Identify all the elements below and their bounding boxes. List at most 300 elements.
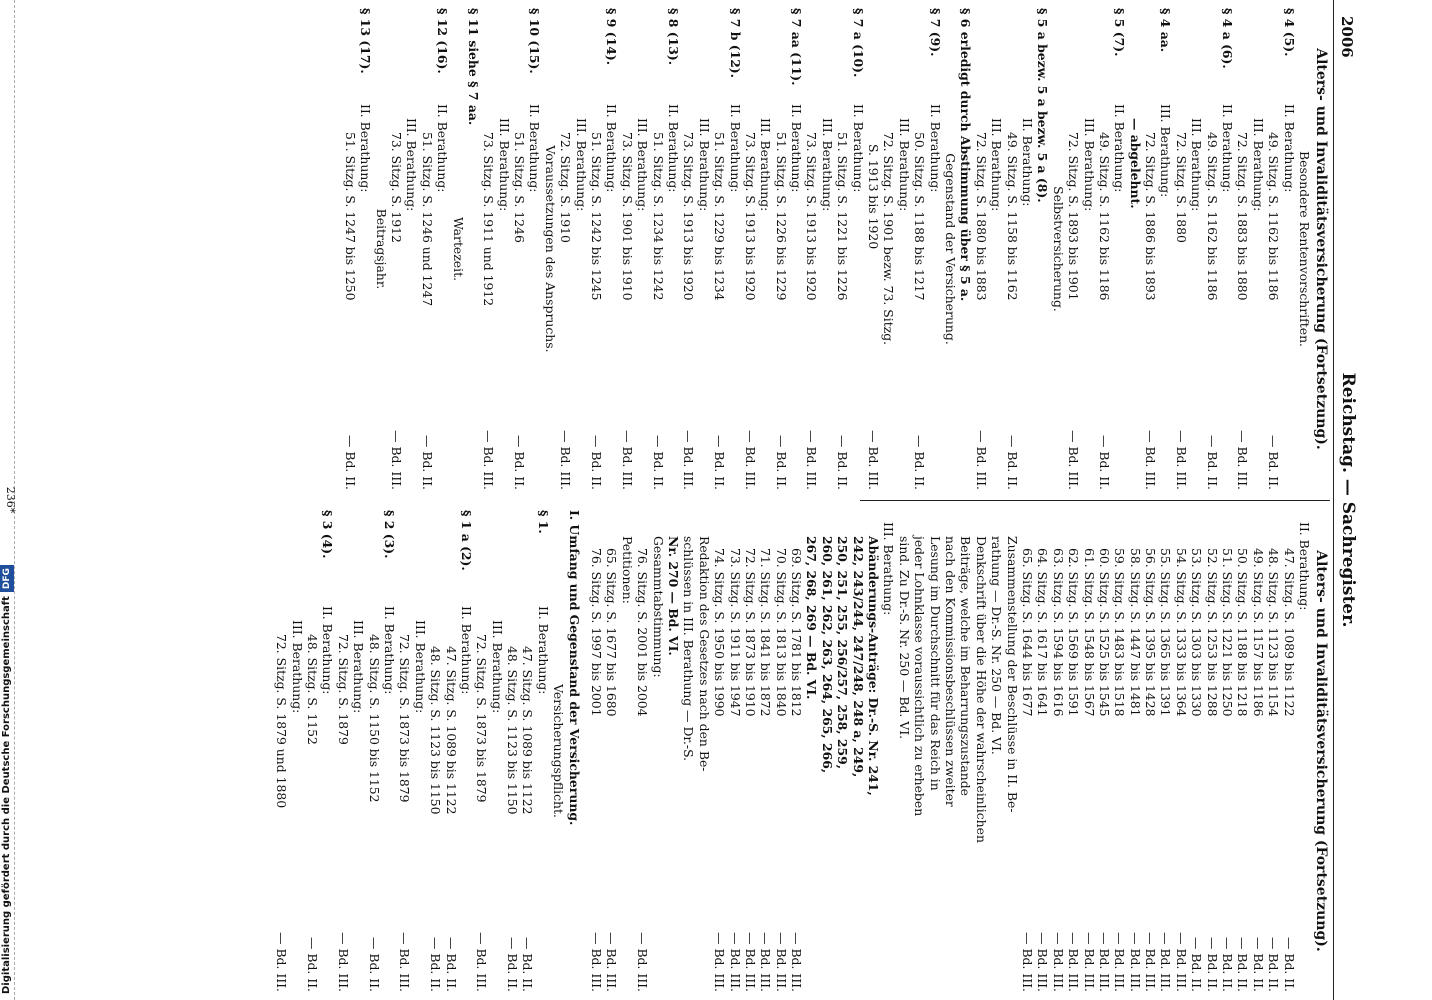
reading-label: II. Berathung: [789, 104, 805, 193]
volume-reference: — Bd. III. [1173, 430, 1189, 490]
index-line [696, 510, 711, 992]
entry-text: 72. Sitzg. S. 1879 [335, 634, 351, 745]
volume-reference: — Bd. II. [1250, 937, 1266, 992]
volume-reference: — Bd. II. [1204, 435, 1220, 490]
index-line [443, 510, 458, 992]
index-line [1035, 8, 1050, 490]
volume-reference: — Bd. III. [274, 932, 290, 992]
reading-label: II. Berathung: [665, 104, 681, 193]
index-line [1112, 8, 1127, 490]
entry-text: 47. Sitzg. S. 1089 bis 1122 [520, 646, 536, 815]
index-line [619, 8, 634, 490]
entry-text: Alters- und Invaliditätsversicherung (Fortsetzung). [1313, 48, 1329, 450]
index-line [727, 8, 742, 490]
paragraph-number: § 5 (7). [1112, 8, 1128, 57]
index-line [1250, 510, 1265, 992]
index-line [542, 8, 557, 490]
volume-reference: — Bd. II. [428, 937, 444, 992]
index-line [1004, 510, 1019, 992]
entry-text: 72. Sitzg. S. 1883 bis 1880 [1235, 132, 1251, 301]
volume-reference: — Bd. III. [973, 430, 989, 490]
index-line [1127, 510, 1142, 992]
entry-text: Gesammtabstimmung: [650, 536, 666, 678]
reading-label: II. Berathung: [1220, 104, 1236, 193]
index-line [927, 8, 942, 490]
entry-text: 51. Sitzg. S. 1221 bis 1226 [835, 132, 851, 301]
entry-text: 267, 268, 269 — Bd. VI. [804, 536, 820, 700]
credit-text: Digitalisierung gefördert durch die Deutsche Forschungsgemeinschaft [1, 596, 12, 994]
entry-text: 51. Sitzg. S. 1246 [512, 132, 528, 243]
volume-reference: — Bd. III. [1112, 932, 1128, 992]
reading-label: II. Berathung: [435, 104, 451, 193]
index-line [466, 8, 481, 490]
index-line [712, 510, 727, 992]
reading-label: III. Berathung: [696, 118, 712, 212]
entry-text: 242, 243/244, 247/248, 248 a, 249, [850, 536, 866, 778]
entry-text: 51. Sitzg. S. 1246 und 1247 [419, 132, 435, 307]
volume-reference: — Bd. III. [1066, 932, 1082, 992]
entry-text: Beiträge, welche im Beharrungszustande [958, 536, 974, 796]
index-line [1250, 8, 1265, 490]
paragraph-number: § 7 a (10). [850, 8, 866, 78]
index-line [358, 8, 373, 490]
paragraph-number: § 8 (13). [665, 8, 681, 66]
entry-text: 70. Sitzg. S. 1813 bis 1840 [773, 548, 789, 717]
index-line [1020, 510, 1035, 992]
reading-label: III. Berathung: [289, 620, 305, 714]
index-line [1204, 510, 1219, 992]
entry-text: 47. Sitzg. S. 1089 bis 1122 [1281, 548, 1297, 717]
index-line [351, 510, 366, 992]
entry-text: sind. Zu Dr.-S. Nr. 250 — Bd. VI. [896, 536, 912, 740]
entry-text: Abänderungs-Anträge: Dr.-S. Nr. 241, [866, 536, 882, 796]
entry-text: 51. Sitzg. S. 1221 bis 1250 [1220, 548, 1236, 717]
entry-text: 49. Sitzg. S. 1158 bis 1162 [1004, 132, 1020, 301]
entry-text: 48. Sitzg. S. 1123 bis 1150 [428, 646, 444, 815]
index-line [696, 8, 711, 490]
index-line [1158, 8, 1173, 490]
entry-text: Versicherungspflicht. [551, 684, 567, 818]
index-line [1220, 8, 1235, 490]
index-line [1097, 510, 1112, 992]
running-title: Reichstag. — Sachregister. [1338, 372, 1358, 628]
index-line [404, 8, 419, 490]
signature-mark: 236* [4, 486, 17, 514]
index-line [450, 8, 465, 490]
index-line [566, 510, 581, 992]
paragraph-number: § 7 (9). [927, 8, 943, 57]
entry-text: Besondere Rentenvorschriften. [1297, 151, 1312, 347]
index-line [520, 510, 535, 992]
entry-text: 56. Sitzg. S. 1395 bis 1428 [1143, 548, 1159, 717]
entry-text: Denkschrift über die Höhe der wahrscheinlichen [973, 536, 989, 843]
entry-text: 72. Sitzg. S. 1879 und 1880 [274, 634, 290, 809]
reading-label: III. Berathung: [489, 620, 505, 714]
index-line [573, 8, 588, 490]
reading-label: III. Berathung: [496, 118, 512, 212]
reading-label: II. Berathung: [1297, 522, 1312, 611]
entry-text: 250, 251, 255, 256/257, 258, 259, [835, 536, 851, 770]
index-line [850, 8, 865, 490]
entry-text: Lesung im Durchschnitt für das Reich in [927, 536, 943, 791]
entry-text: 71. Sitzg. S. 1841 bis 1872 [758, 548, 774, 717]
index-line [758, 510, 773, 992]
entry-text: 72. Sitzg. S. 1873 bis 1879 [474, 634, 490, 803]
volume-reference: — Bd. II. [366, 937, 382, 992]
entry-text: 51. Sitzg. S. 1242 bis 1245 [589, 132, 605, 301]
entry-text: 52. Sitzg. S. 1253 bis 1288 [1204, 548, 1220, 717]
volume-reference: — Bd. II. [1281, 937, 1297, 992]
index-line [973, 8, 988, 490]
index-line [866, 8, 881, 490]
reading-label: II. Berathung: [850, 104, 866, 193]
index-line [335, 510, 350, 992]
entry-text: 72. Sitzg. S. 1893 bis 1901 [1066, 132, 1082, 301]
reading-label: II. Berathung: [535, 606, 551, 695]
entry-text: Nr. 270 — Bd. VI. [665, 536, 681, 656]
entry-text: 72. Sitzg. S. 1886 bis 1893 [1143, 132, 1159, 301]
reading-label: II. Berathung: [527, 104, 543, 193]
column-divider [860, 500, 1330, 501]
reading-label: III. Berathung: [1081, 118, 1097, 212]
entry-text: 72. Sitzg. S. 1880 [1173, 132, 1189, 243]
index-line [1143, 8, 1158, 490]
entry-text: Beitragsjahr. [373, 208, 389, 290]
paragraph-number: § 12 (16). [435, 8, 451, 74]
entry-text: 73. Sitzg. S. 1901 bis 1910 [619, 132, 635, 301]
index-line [320, 510, 335, 992]
reading-label: II. Berathung: [927, 104, 943, 193]
index-line [912, 8, 927, 490]
volume-reference: — Bd. II. [520, 937, 536, 992]
reading-label: III. Berathung: [573, 118, 589, 212]
volume-reference: — Bd. II. [512, 435, 528, 490]
index-line [727, 510, 742, 992]
index-line [1066, 8, 1081, 490]
index-line [1050, 8, 1065, 490]
entry-text: 47. Sitzg. S. 1089 bis 1122 [443, 646, 459, 815]
volume-reference: — Bd. II. [1204, 937, 1220, 992]
index-line [1004, 8, 1019, 490]
reading-label: II. Berathung: [727, 104, 743, 193]
volume-reference: — Bd. II. [342, 435, 358, 490]
index-line [989, 510, 1004, 992]
index-line [681, 510, 696, 992]
entry-text: 49. Sitzg. S. 1162 bis 1186 [1204, 132, 1220, 301]
volume-reference: — Bd. III. [335, 932, 351, 992]
index-line [1035, 510, 1050, 992]
index-line [305, 510, 320, 992]
paragraph-number: § 10 (15). [527, 8, 543, 74]
entry-text: 73. Sitzg. S. 1911 bis 1947 [727, 548, 743, 717]
paragraph-number: § 5 a bezw. 5 a bezw. 5 a (8). [1035, 8, 1051, 203]
index-line [1143, 510, 1158, 992]
paragraph-number: § 6 erledigt durch Abstimmung über § 5 a. [958, 8, 974, 302]
entry-text: Alters- und Invaliditätsversicherung (Fortsetzung). [1313, 550, 1329, 952]
volume-reference: — Bd. II. [1235, 937, 1251, 992]
entry-text: 48. Sitzg. S. 1150 bis 1152 [366, 634, 382, 803]
index-line [589, 510, 604, 992]
entry-text: 73. Sitzg. S. 1913 bis 1920 [681, 132, 697, 301]
volume-reference: — Bd. III. [681, 430, 697, 490]
volume-reference: — Bd. III. [866, 430, 882, 490]
reading-label: III. Berathung: [989, 118, 1005, 212]
reading-label: III. Berathung: [1250, 118, 1266, 212]
reading-label: II. Berathung: [458, 606, 474, 695]
index-line [773, 8, 788, 490]
reading-label: II. Berathung: [1281, 104, 1297, 193]
index-line [551, 510, 566, 992]
reading-label: II. Berathung: [604, 104, 620, 193]
paragraph-number: § 4 (5). [1281, 8, 1297, 57]
index-line [366, 510, 381, 992]
index-line [1297, 510, 1312, 992]
page-header [1333, 0, 1364, 1000]
entry-text: 69. Sitzg. S. 1781 bis 1812 [789, 548, 805, 717]
index-line [743, 510, 758, 992]
paragraph-number: § 3 (4). [320, 510, 336, 559]
index-line [604, 8, 619, 490]
entry-text: schlüssen in III. Berathung — Dr.-S. [681, 536, 697, 762]
reading-label: III. Berathung: [1158, 104, 1174, 198]
index-line [789, 510, 804, 992]
reading-label: III. Berathung: [412, 620, 428, 714]
volume-reference: — Bd. III. [481, 430, 497, 490]
volume-reference: — Bd. II. [712, 435, 728, 490]
entry-text: 50. Sitzg. S. 1188 bis 1217 [912, 132, 928, 301]
index-line [820, 510, 835, 992]
index-line [582, 510, 589, 992]
index-line [1281, 8, 1296, 490]
index-line [850, 510, 865, 992]
index-line [474, 510, 489, 992]
paragraph-number: § 1 a (2). [458, 510, 474, 571]
entry-text: Zusammenstellung der Beschlüsse in II. Be- [1004, 536, 1020, 813]
reading-label: II. Berathung: [381, 606, 397, 695]
entry-text: — abgelehnt. [1127, 118, 1143, 209]
entry-text: 65. Sitzg. S. 1644 bis 1677 [1019, 548, 1035, 717]
page-number: 2006 [1338, 16, 1356, 58]
index-line [289, 510, 304, 992]
volume-reference: — Bd. II. [773, 435, 789, 490]
index-line [1189, 8, 1204, 490]
volume-reference: — Bd. II. [1004, 435, 1020, 490]
index-line [973, 510, 988, 992]
volume-reference: — Bd. II. [1220, 937, 1236, 992]
volume-reference: — Bd. II. [443, 937, 459, 992]
reading-label: III. Berathung: [404, 118, 420, 212]
index-line [382, 510, 397, 992]
entry-text: 76. Sitzg. S. 1997 bis 2001 [589, 548, 605, 717]
index-line [619, 510, 634, 992]
index-line [1266, 510, 1281, 992]
reading-label: III. Berathung: [635, 118, 651, 212]
volume-reference: — Bd. III. [1035, 932, 1051, 992]
index-line [989, 8, 1004, 490]
entry-text: rathung — Dr.-S. Nr. 250 — Bd. VI. [989, 536, 1005, 755]
index-line [666, 510, 681, 992]
reading-label: II. Berathung: [1112, 104, 1128, 193]
index-line [789, 8, 804, 490]
index-line [342, 8, 357, 490]
paragraph-number: § 13 (17). [358, 8, 374, 74]
entry-text: Petitionen: [619, 536, 635, 604]
index-line [943, 510, 958, 992]
volume-reference: — Bd. III. [758, 932, 774, 992]
reading-label: III. Berathung: [351, 620, 367, 714]
index-line [373, 8, 388, 490]
index-line [412, 510, 427, 992]
index-line [943, 8, 958, 490]
volume-reference: — Bd. III. [604, 932, 620, 992]
index-line [1189, 510, 1204, 992]
volume-reference: — Bd. III. [1019, 932, 1035, 992]
entry-text: 48. Sitzg. S. 1152 [305, 634, 320, 745]
entry-text: 51. Sitzg. S. 1247 bis 1250 [342, 132, 358, 301]
volume-reference: — Bd. III. [635, 932, 651, 992]
volume-reference: — Bd. III. [742, 430, 758, 490]
reading-label: III. Berathung: [1189, 118, 1205, 212]
index-line [650, 510, 665, 992]
volume-reference: — Bd. III. [589, 932, 605, 992]
index-line [896, 8, 911, 490]
index-line [419, 8, 434, 490]
volume-reference: — Bd. III. [1127, 932, 1143, 992]
volume-reference: — Bd. III. [727, 932, 743, 992]
dfg-logo-icon: DFG [0, 565, 14, 592]
volume-reference: — Bd. III. [1143, 430, 1159, 490]
index-line [1297, 8, 1312, 490]
entry-text: S. 1913 bis 1920 [866, 144, 882, 250]
entry-text: 72. Sitzg. S. 1910 [558, 132, 574, 243]
entry-text: 72. Sitzg. S. 1873 bis 1879 [397, 634, 413, 803]
volume-reference: — Bd. III. [712, 932, 728, 992]
entry-text: 48. Sitzg. S. 1123 bis 1154 [1266, 548, 1282, 717]
volume-reference: — Bd. III. [1143, 932, 1159, 992]
paragraph-number: § 7 b (12). [727, 8, 743, 78]
index-line [1112, 510, 1127, 992]
volume-reference: — Bd. III. [742, 932, 758, 992]
index-line [512, 8, 527, 490]
index-line [1312, 510, 1330, 992]
index-line [1235, 8, 1250, 490]
volume-reference: — Bd. III. [388, 430, 404, 490]
index-line [1097, 8, 1112, 490]
volume-reference: — Bd. III. [1235, 430, 1251, 490]
entry-text: nach den Kommissionsbeschlüssen zweiter [943, 536, 959, 807]
reading-label: III. Berathung: [819, 118, 835, 212]
volume-reference: — Bd. II. [1096, 435, 1112, 490]
index-line [804, 510, 819, 992]
index-line [820, 8, 835, 490]
index-line [804, 8, 819, 490]
paragraph-number: § 7 aa (11). [789, 8, 805, 86]
entry-text: 49. Sitzg. S. 1162 bis 1186 [1096, 132, 1112, 301]
entry-text: 55. Sitzg. S. 1365 bis 1391 [1158, 548, 1174, 717]
entry-text: jeder Lohnklasse voraussichtlich zu erheben [912, 536, 928, 817]
index-line [1127, 8, 1142, 490]
entry-text: Gegenstand der Versicherung. [943, 153, 959, 345]
index-line [958, 8, 973, 490]
index-line [635, 510, 650, 992]
index-line [496, 8, 511, 490]
index-line [1312, 8, 1330, 490]
index-line [435, 8, 450, 490]
index-line [958, 510, 973, 992]
volume-reference: — Bd. II. [650, 435, 666, 490]
entry-text: 74. Sitzg. S. 1950 bis 1990 [712, 548, 728, 717]
entry-text: 76. Sitzg. S. 2001 bis 2004 [635, 548, 651, 717]
paragraph-number: § 2 (3). [381, 510, 397, 559]
paragraph-number: § 4 a (6). [1220, 8, 1236, 69]
index-line [666, 8, 681, 490]
paragraph-number: § 4 aa. [1158, 8, 1174, 53]
right-column [0, 510, 1330, 992]
entry-text: 73. Sitzg. S. 1911 und 1912 [481, 132, 497, 307]
volume-reference: — Bd. II. [505, 937, 521, 992]
index-line [428, 510, 443, 992]
volume-reference: — Bd. III. [1066, 430, 1082, 490]
volume-reference: — Bd. III. [1096, 932, 1112, 992]
index-line [589, 8, 604, 490]
index-line [389, 8, 404, 490]
index-line [758, 8, 773, 490]
volume-reference: — Bd. III. [558, 430, 574, 490]
index-line [1266, 8, 1281, 490]
entry-text: 60. Sitzg. S. 1525 bis 1545 [1096, 548, 1112, 717]
volume-reference: — Bd. III. [1173, 932, 1189, 992]
entry-text: 64. Sitzg. S. 1617 bis 1641 [1035, 548, 1051, 717]
paragraph-number: § 1. [535, 510, 551, 534]
entry-text: 63. Sitzg. S. 1594 bis 1616 [1050, 548, 1066, 717]
index-line [535, 510, 550, 992]
index-line [459, 510, 474, 992]
index-line [527, 8, 542, 490]
index-line [835, 8, 850, 490]
index-line [1066, 510, 1081, 992]
index-line [558, 8, 573, 490]
entry-text: 62. Sitzg. S. 1569 bis 1591 [1066, 548, 1082, 717]
index-line [743, 8, 758, 490]
index-line [274, 510, 289, 992]
entry-text: 72. Sitzg. S. 1873 bis 1910 [742, 548, 758, 717]
index-line [881, 510, 896, 992]
paragraph-number: § 11 siehe § 7 aa. [465, 8, 481, 126]
entry-text: Selbstversicherung. [1050, 186, 1066, 312]
entry-text: 51. Sitzg. S. 1229 bis 1234 [712, 132, 728, 301]
index-line [896, 510, 911, 992]
entry-text: 54. Sitzg. S. 1333 bis 1364 [1173, 548, 1189, 717]
index-line [835, 510, 850, 992]
index-line [1220, 510, 1235, 992]
entry-text: 49. Sitzg. S. 1162 bis 1186 [1266, 132, 1282, 301]
volume-reference: — Bd. II. [589, 435, 605, 490]
reading-label: III. Berathung: [881, 522, 897, 616]
volume-reference: — Bd. III. [773, 932, 789, 992]
index-line [881, 8, 896, 490]
entry-text: 260, 261, 262, 263, 264, 265, 266, [819, 536, 835, 774]
entry-text: 59. Sitzg. S. 1483 bis 1518 [1112, 548, 1128, 717]
index-line [927, 510, 942, 992]
volume-reference: — Bd. III. [1158, 932, 1174, 992]
index-line [481, 8, 496, 490]
reading-label: II. Berathung: [358, 104, 374, 193]
index-line [489, 510, 504, 992]
index-line [397, 510, 412, 992]
index-line [773, 510, 788, 992]
entry-text: 51. Sitzg. S. 1226 bis 1229 [773, 132, 789, 301]
entry-text: 72. Sitzg. S. 1901 bezw. 73. Sitzg. [881, 132, 897, 346]
